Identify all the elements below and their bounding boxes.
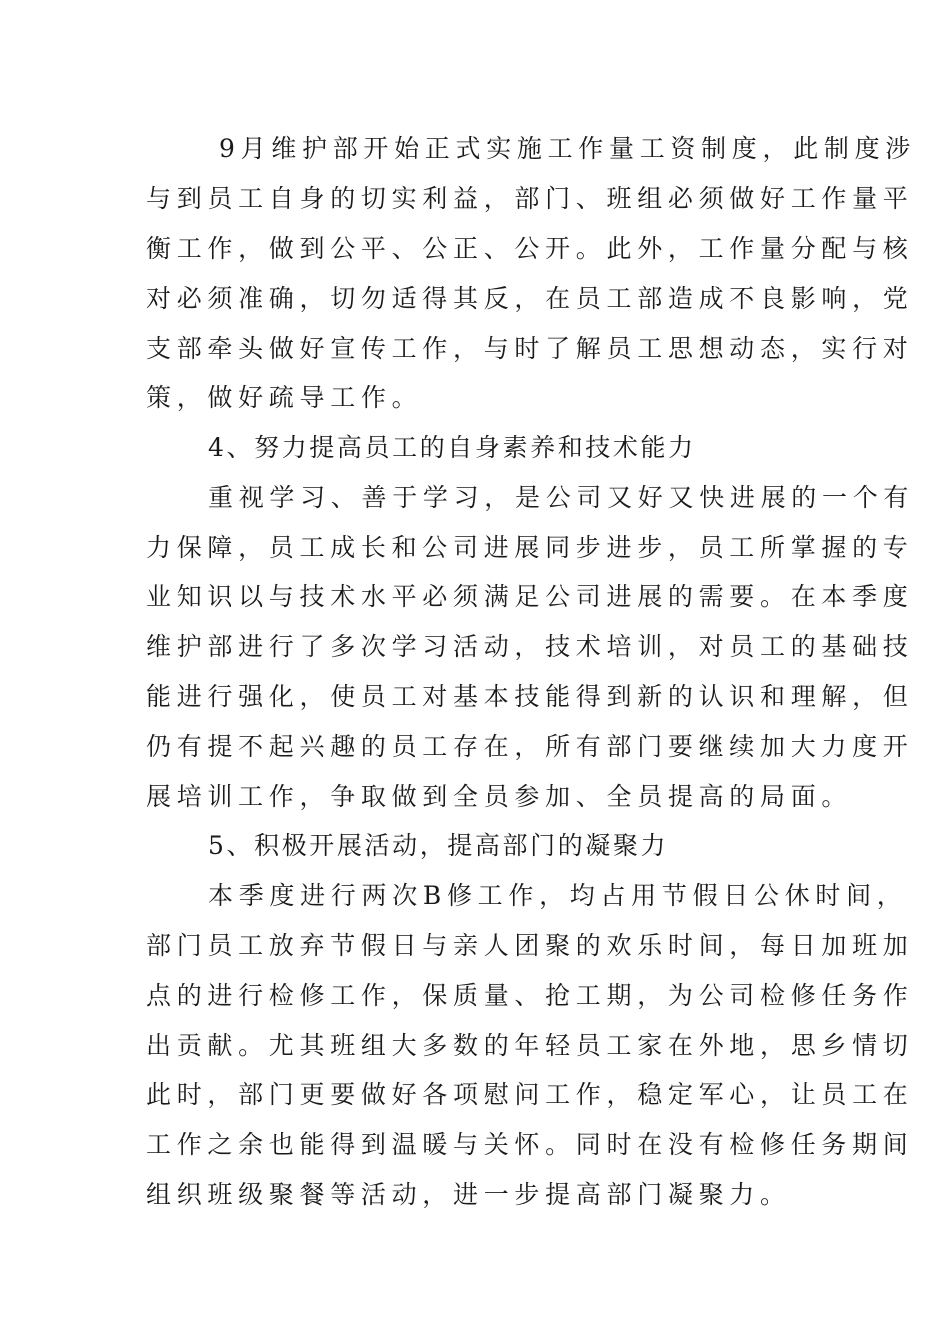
- paragraph-line: 力保障，员工成长和公司进展同步进步，员工所掌握的专: [146, 533, 914, 562]
- paragraph-line: 能进行强化，使员工对基本技能得到新的认识和理解，但: [146, 682, 914, 711]
- paragraph-line: 展培训工作，争取做到全员参加、全员提高的局面。: [146, 782, 853, 811]
- paragraph-line: 组织班级聚餐等活动，进一步提高部门凝聚力。: [146, 1180, 791, 1209]
- paragraph-line: 衡工作，做到公平、公正、公开。此外，工作量分配与核: [146, 234, 914, 263]
- paragraph-line: 工作之余也能得到温暖与关怀。同时在没有检修任务期间: [146, 1130, 914, 1159]
- section-heading: 4、努力提高员工的自身素养和技术能力: [208, 433, 696, 462]
- paragraph-line: 部门员工放弃节假日与亲人团聚的欢乐时间，每日加班加: [146, 931, 914, 960]
- paragraph-line: 业知识以与技术水平必须满足公司进展的需要。在本季度: [146, 582, 914, 611]
- paragraph-line: 仍有提不起兴趣的员工存在，所有部门要继续加大力度开: [146, 732, 914, 761]
- paragraph-line: 支部牵头做好宣传工作，与时了解员工思想动态，实行对: [146, 334, 914, 363]
- paragraph-line: 9月维护部开始正式实施工作量工资制度，此制度涉: [219, 134, 917, 163]
- paragraph-line: 与到员工自身的切实利益，部门、班组必须做好工作量平: [146, 184, 914, 213]
- paragraph-line: 出贡献。尤其班组大多数的年轻员工家在外地，思乡情切: [146, 1031, 914, 1060]
- section-heading: 5、积极开展活动，提高部门的凝聚力: [208, 831, 669, 860]
- paragraph-line: 此时，部门更要做好各项慰问工作，稳定军心，让员工在: [146, 1080, 914, 1109]
- paragraph-line: 点的进行检修工作，保质量、抢工期，为公司检修任务作: [146, 981, 914, 1010]
- paragraph-line: 本季度进行两次B修工作，均占用节假日公休时间，: [208, 881, 908, 910]
- paragraph-line: 维护部进行了多次学习活动，技术培训，对员工的基础技: [146, 632, 914, 661]
- paragraph-line: 策，做好疏导工作。: [146, 383, 423, 412]
- paragraph-line: 重视学习、善于学习，是公司又好又快进展的一个有: [208, 483, 915, 512]
- paragraph-line: 对必须准确，切勿适得其反，在员工部造成不良影响，党: [146, 284, 914, 313]
